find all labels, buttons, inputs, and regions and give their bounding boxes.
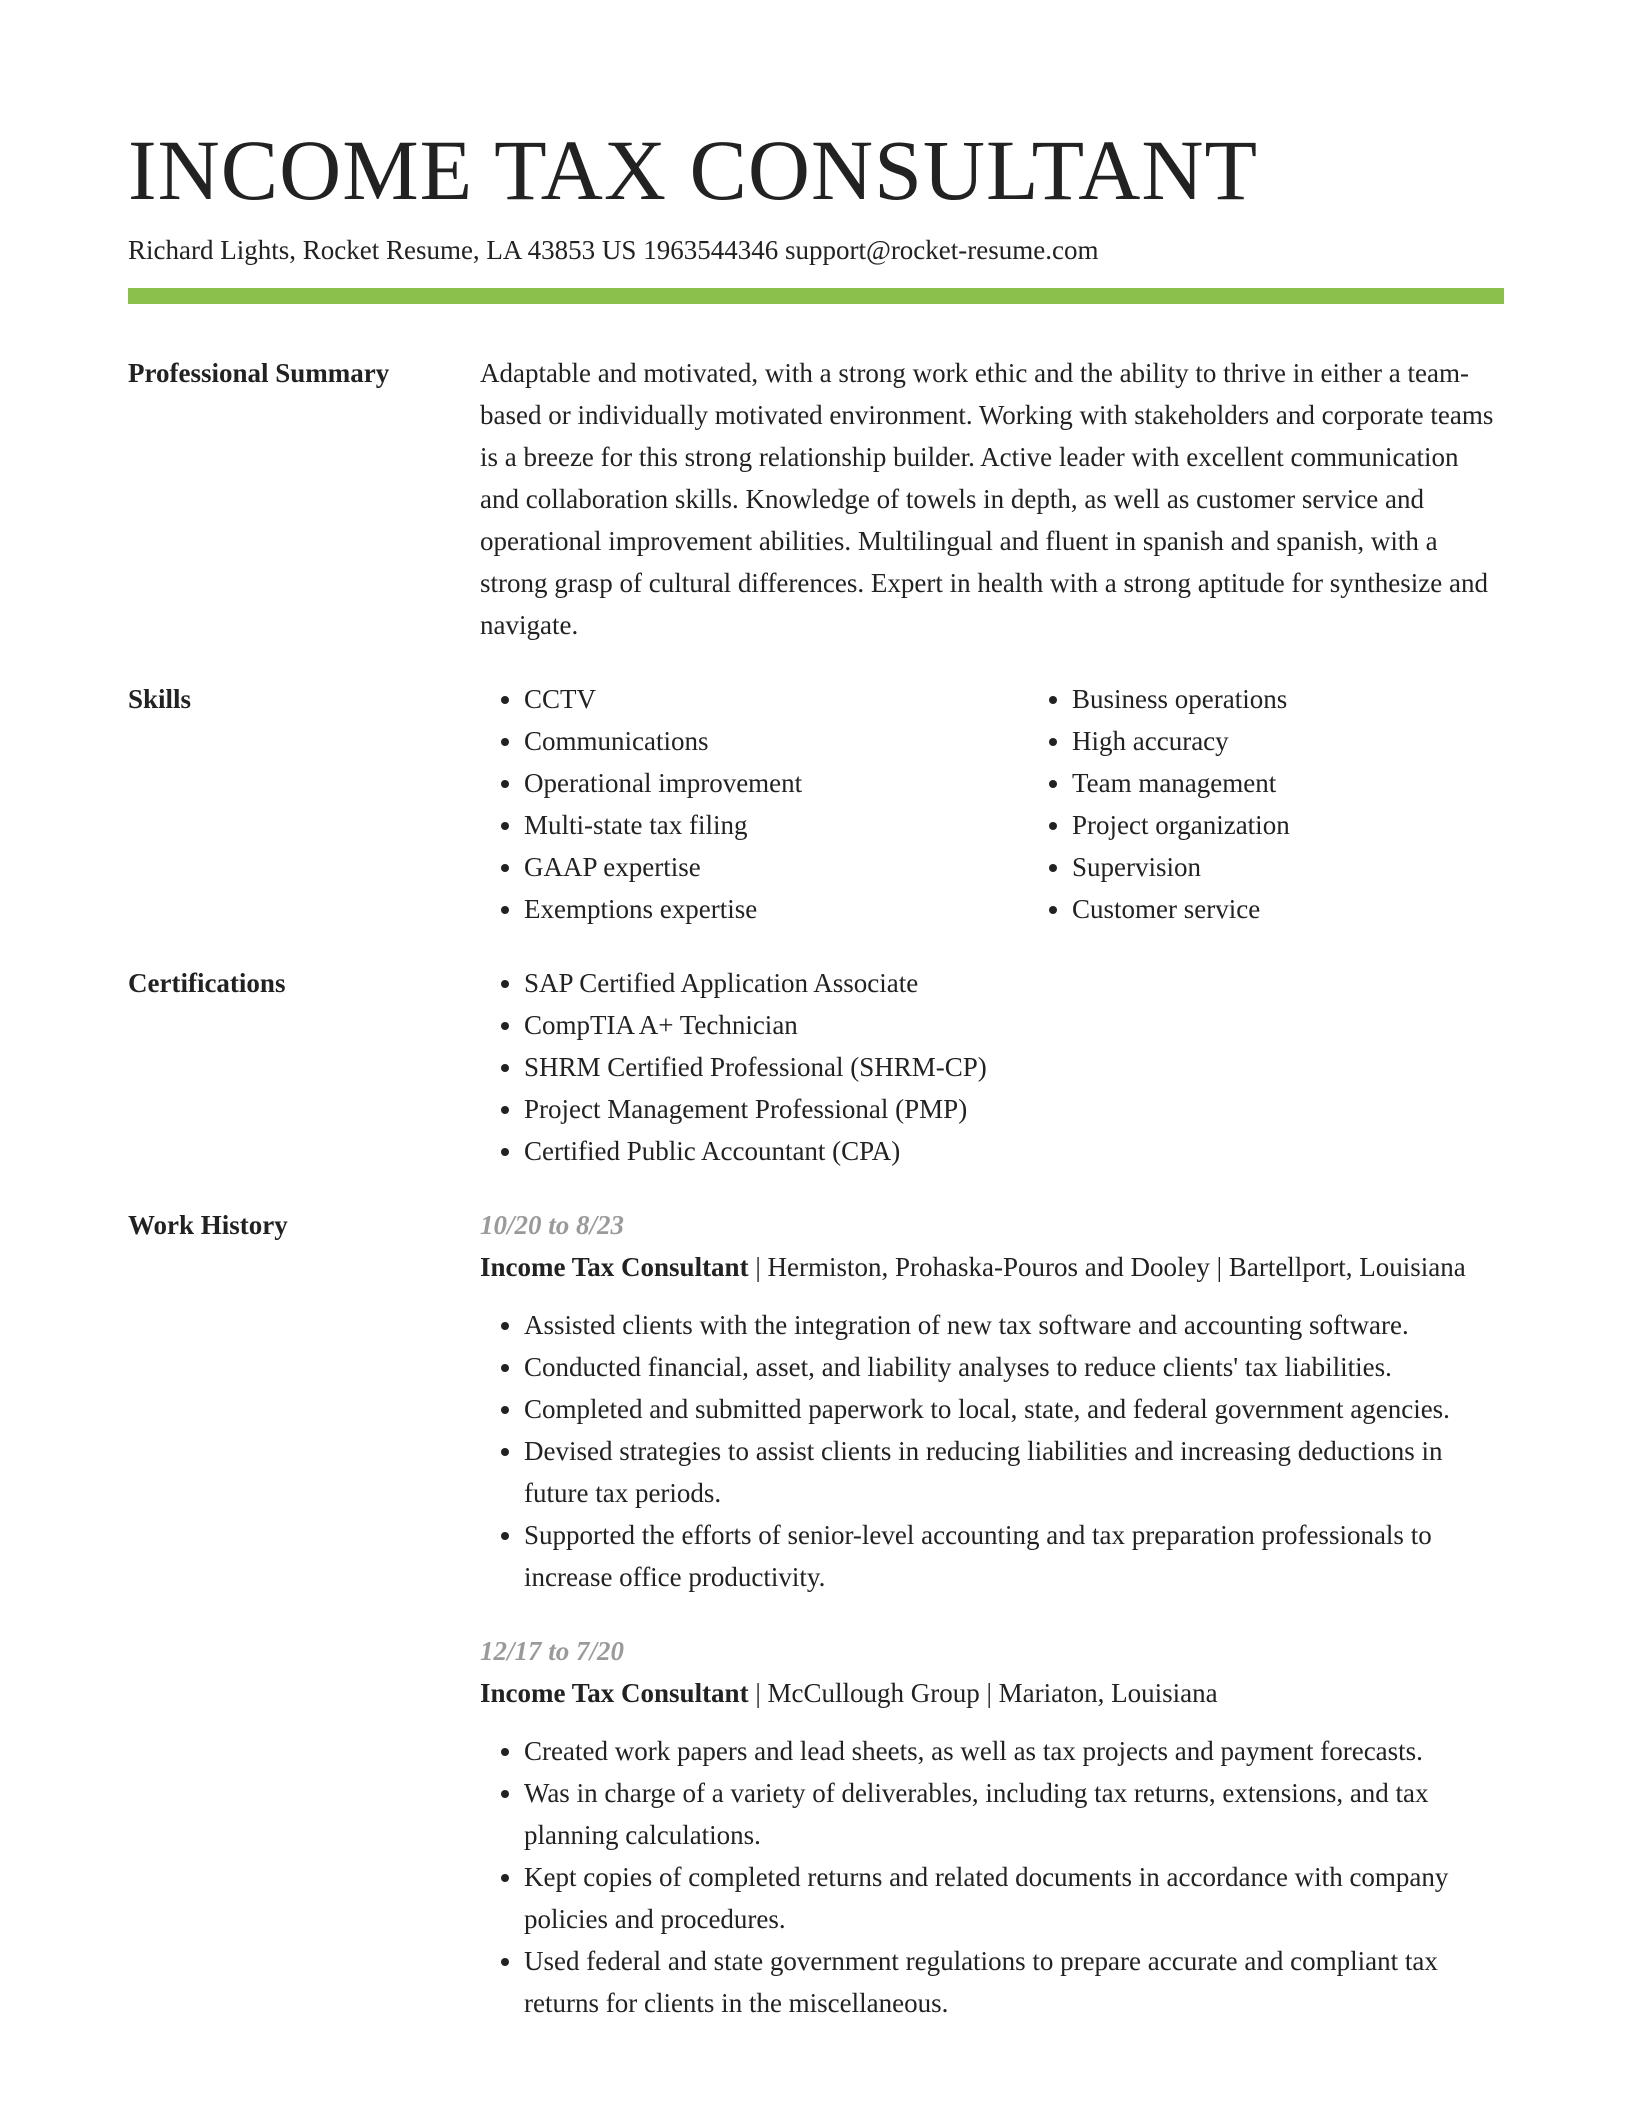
skill-item: • Operational improvement [524, 762, 1028, 804]
skill-item: • Supervision [1072, 846, 1576, 888]
summary-text: Adaptable and motivated, with a strong work ethic and the ability to thrive in either a team-based or individually motivated environment. Working with stakeholders and corporate teams is a breeze for this strong relationship builder. Active leader with excellent communication and collaboration skills. Knowledge of towels in depth, as well as customer service and operational improvement abilities. Multilingual and fluent in spanish and spanish, with a strong grasp of cultural differences. Expert in health with a strong aptitude for synthesize and navigate. [480, 358, 1494, 640]
section-title-skills: Skills [128, 684, 192, 714]
section-title-work-history: Work History [128, 1210, 288, 1240]
job-bullet: • Conducted financial, asset, and liability analyses to reduce clients' tax liabilities. [524, 1346, 1504, 1388]
section-title-certifications: Certifications [128, 968, 286, 998]
skill-item: • Business operations [1072, 678, 1576, 720]
job-bullet: • Supported the efforts of senior-level accounting and tax preparation professionals to increase office productivity. [524, 1514, 1504, 1598]
professional-summary-section [128, 352, 1504, 646]
skill-item: • Exemptions expertise [524, 888, 1028, 930]
skill-item: • High accuracy [1072, 720, 1576, 762]
job-bullet: • Created work papers and lead sheets, as well as tax projects and payment forecasts. [524, 1730, 1504, 1772]
job-date: 12/17 to 7/20 [480, 1636, 625, 1666]
skills-list-right [1028, 678, 1576, 930]
job-bullet: • Completed and submitted paperwork to local, state, and federal government agencies. [524, 1388, 1504, 1430]
job-entry [480, 1630, 1504, 2024]
skill-item: • CCTV [524, 678, 1028, 720]
job-employer-location: | McCullough Group | Mariaton, Louisiana [748, 1678, 1218, 1708]
job-bullet: • Devised strategies to assist clients in reducing liabilities and increasing deductions in future tax periods. [524, 1430, 1504, 1514]
job-header [480, 1672, 1504, 1714]
job-bullet: • Kept copies of completed returns and related documents in accordance with company policies and procedures. [524, 1856, 1504, 1940]
job-bullet: • Used federal and state government regulations to prepare accurate and compliant tax returns for clients in the miscellaneous. [524, 1940, 1504, 2024]
skill-item: • GAAP expertise [524, 846, 1028, 888]
resume-title: INCOME TAX CONSULTANT [128, 122, 1259, 218]
work-history-section [128, 1204, 1504, 2024]
certification-item: • Project Management Professional (PMP) [524, 1088, 1504, 1130]
job-bullet: • Was in charge of a variety of deliverables, including tax returns, extensions, and tax planning calculations. [524, 1772, 1504, 1856]
certifications-section [128, 962, 1504, 1172]
skills-list-left [480, 678, 1028, 930]
accent-divider [128, 288, 1504, 304]
job-employer-location: | Hermiston, Prohaska-Pouros and Dooley | Bartellport, Louisiana [748, 1252, 1466, 1282]
skill-item: • Project organization [1072, 804, 1576, 846]
skill-item: • Multi-state tax filing [524, 804, 1028, 846]
resume-page [128, 122, 1504, 2024]
skill-item: • Customer service [1072, 888, 1576, 930]
skill-item: • Team management [1072, 762, 1576, 804]
contact-line: Richard Lights, Rocket Resume, LA 43853 US 1963544346 support@rocket-resume.com [128, 235, 1099, 265]
section-title-summary: Professional Summary [128, 358, 390, 388]
job-title: Income Tax Consultant [480, 1678, 749, 1708]
skill-item: • Communications [524, 720, 1028, 762]
certification-item: • SAP Certified Application Associate [524, 962, 1504, 1004]
skills-section [128, 678, 1504, 930]
certification-item: • Certified Public Accountant (CPA) [524, 1130, 1504, 1172]
job-bullet-list [480, 1730, 1504, 2024]
job-bullet: • Assisted clients with the integration of new tax software and accounting software. [524, 1304, 1504, 1346]
job-date: 10/20 to 8/23 [480, 1210, 625, 1240]
job-title: Income Tax Consultant [480, 1252, 749, 1282]
job-entry [480, 1204, 1504, 1598]
certification-item: • SHRM Certified Professional (SHRM-CP) [524, 1046, 1504, 1088]
certification-item: • CompTIA A+ Technician [524, 1004, 1504, 1046]
job-header [480, 1246, 1504, 1288]
certifications-list [480, 962, 1504, 1172]
job-bullet-list [480, 1304, 1504, 1598]
